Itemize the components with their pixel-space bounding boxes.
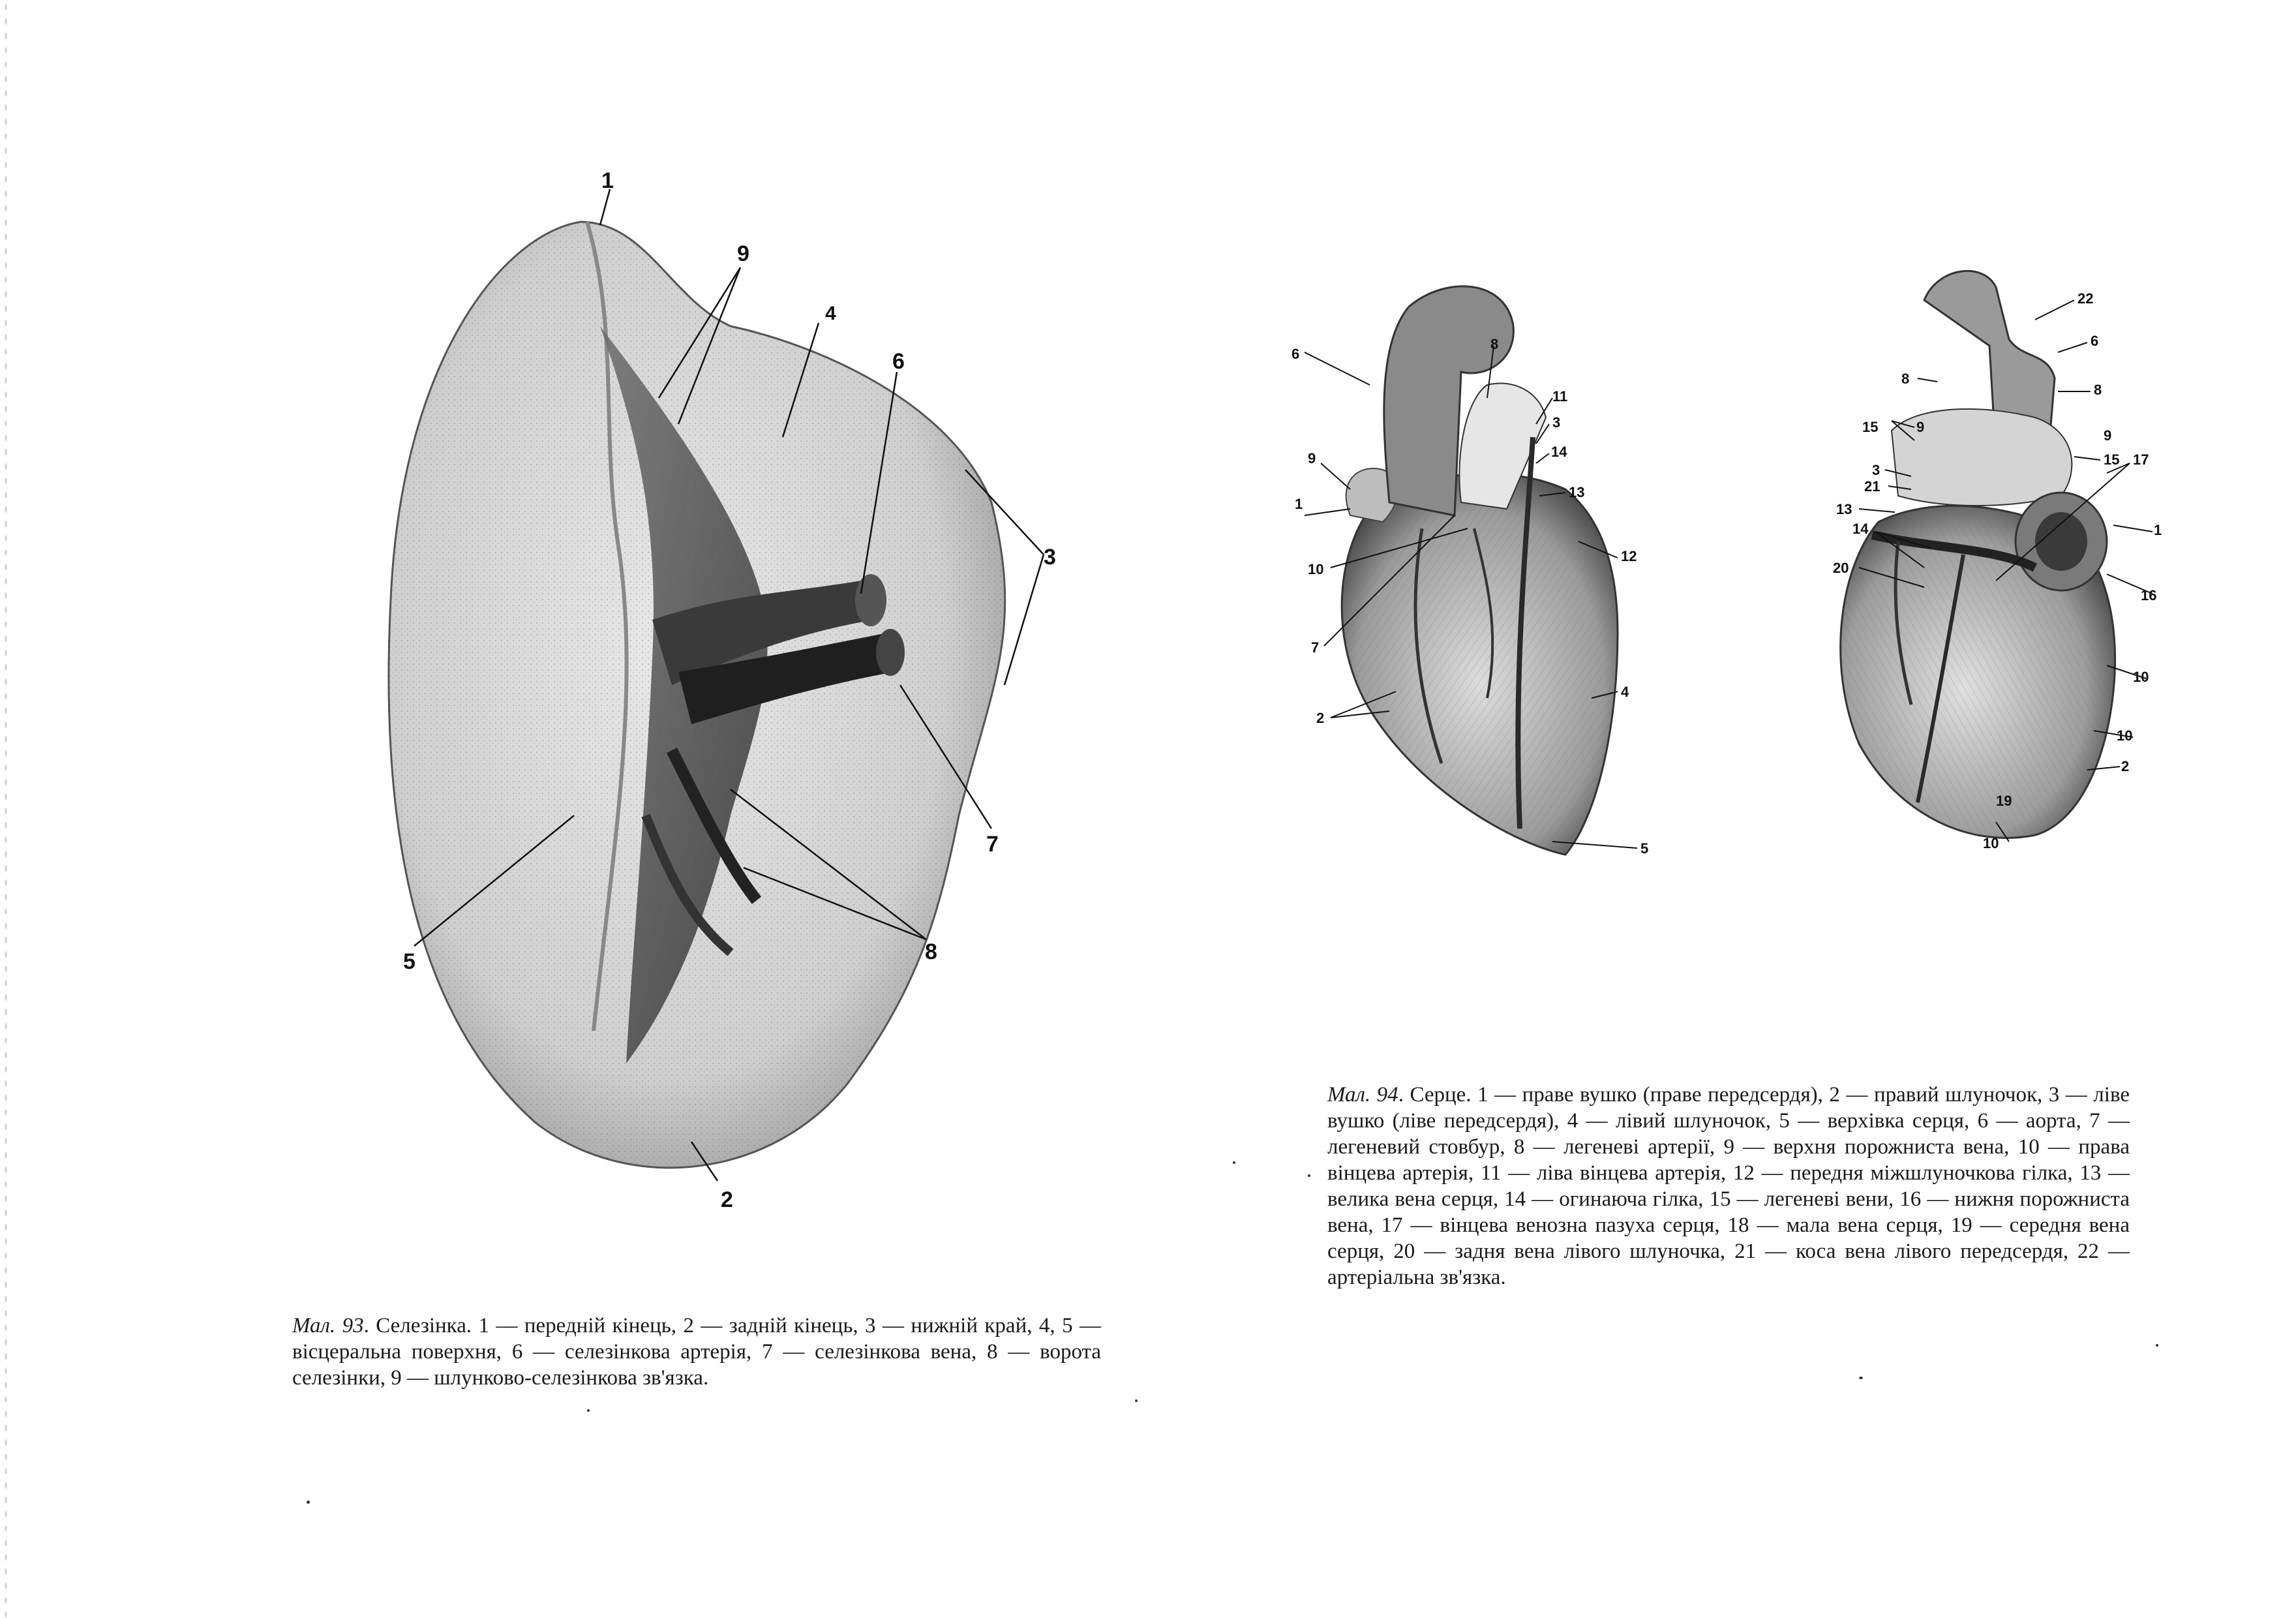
spleen-label-7: 7 [986,832,999,857]
heart-p-label-10c: 10 [1983,835,1999,851]
heart-a-label-12: 12 [1621,548,1637,564]
scan-edge-marks [4,0,8,1618]
heart-a-label-11: 11 [1552,388,1568,404]
heart-p-label-20: 20 [1833,560,1849,576]
heart-a-label-4: 4 [1621,684,1629,700]
heart-a-label-10: 10 [1308,561,1324,577]
spleen-label-1: 1 [601,168,614,193]
spleen-label-9: 9 [737,241,749,266]
figure-94-caption [1327,1082,2130,1290]
figure-94-number: Мал. 94 [1327,1083,1398,1107]
figure-94-caption-text: . Серце. 1 — праве вушко (праве передсердя), 2 — правий шлуночок, 3 — ліве вушко (ліве передсердя), 4 — лівий шлуночок, 5 — верхівка серця, 6 — аорта, 7 — легеневий стовбур, 8 — легеневі артерії, 9 — верхня порожниста вена, 10 — права вінцева артерія, 11 — ліва вінцева артерія, 12 — передня міжшлуночкова гілка, 13 — велика вена серця, 14 — огинаюча гілка, 15 — легеневі вени, 16 — нижня порожниста вена, 17 — вінцева венозна пазуха серця, 18 — мала вена серця, 19 — середня вена серця, 20 — задня вена лівого шлуночка, 21 — коса вена лівого передсердя, 22 — артеріальна зв'язка. [1327,1083,2130,1289]
spleen-label-5: 5 [403,949,415,974]
scan-speck [587,1409,590,1412]
heart-p-label-2: 2 [2121,758,2130,774]
heart-p-label-9b: 9 [2104,427,2112,444]
heart-p-label-13: 13 [1836,501,1852,517]
figure-93-number: Мал. 93 [292,1314,364,1337]
heart-a-label-8: 8 [1490,336,1499,352]
heart-p-label-10b: 10 [2117,727,2133,744]
heart-a-label-2: 2 [1316,710,1325,726]
heart-p-label-8b: 8 [2094,382,2102,398]
heart-a-label-1: 1 [1295,496,1303,512]
heart-a-label-6: 6 [1292,346,1300,362]
heart-p-label-8a: 8 [1901,371,1910,387]
heart-p-label-6: 6 [2091,333,2099,349]
heart-p-label-3: 3 [1872,462,1881,478]
spleen-label-4: 4 [825,303,836,324]
heart-a-label-7: 7 [1311,639,1320,656]
heart-anterior-illustration [1292,267,1696,868]
scan-speck [1308,1174,1310,1177]
heart-a-label-5: 5 [1640,840,1649,857]
spleen-illustration [365,163,1056,1233]
scan-speck [1859,1377,1863,1379]
spleen-label-8: 8 [925,939,937,964]
heart-a-label-3: 3 [1552,414,1561,431]
spleen-label-2: 2 [721,1187,733,1212]
heart-p-label-17: 17 [2133,451,2149,468]
scan-speck [1135,1399,1138,1402]
heart-p-label-22: 22 [2077,290,2094,307]
heart-p-label-16: 16 [2141,587,2157,603]
right-page [1148,0,2296,1618]
heart-p-label-1: 1 [2154,522,2162,538]
heart-a-label-9: 9 [1308,450,1316,466]
heart-p-label-9a: 9 [1916,419,1925,435]
heart-p-label-21: 21 [1864,478,1881,495]
heart-a-label-13: 13 [1569,484,1585,500]
figure-93-caption-text: . Селезінка. 1 — передній кінець, 2 — задній кінець, 3 — нижній край, 4, 5 — вісцеральна поверхня, 6 — селезінкова артерія, 7 — селезінкова вена, 8 — ворота селезінки, 9 — шлунково-селезінкова зв'язка. [292,1314,1101,1390]
scan-speck [2156,1344,2158,1347]
heart-p-label-19: 19 [1996,793,2012,809]
scan-speck [1233,1161,1235,1164]
figure-93-caption [292,1313,1101,1391]
scan-speck [307,1501,310,1504]
heart-p-label-15a: 15 [1862,419,1879,435]
spleen-label-3: 3 [1044,545,1056,570]
heart-a-label-14: 14 [1551,444,1567,460]
heart-p-label-10a: 10 [2133,669,2149,685]
heart-posterior-illustration [1800,261,2166,861]
heart-p-label-14: 14 [1852,521,1869,537]
heart-p-label-15b: 15 [2104,451,2120,468]
spleen-label-6: 6 [892,349,905,374]
